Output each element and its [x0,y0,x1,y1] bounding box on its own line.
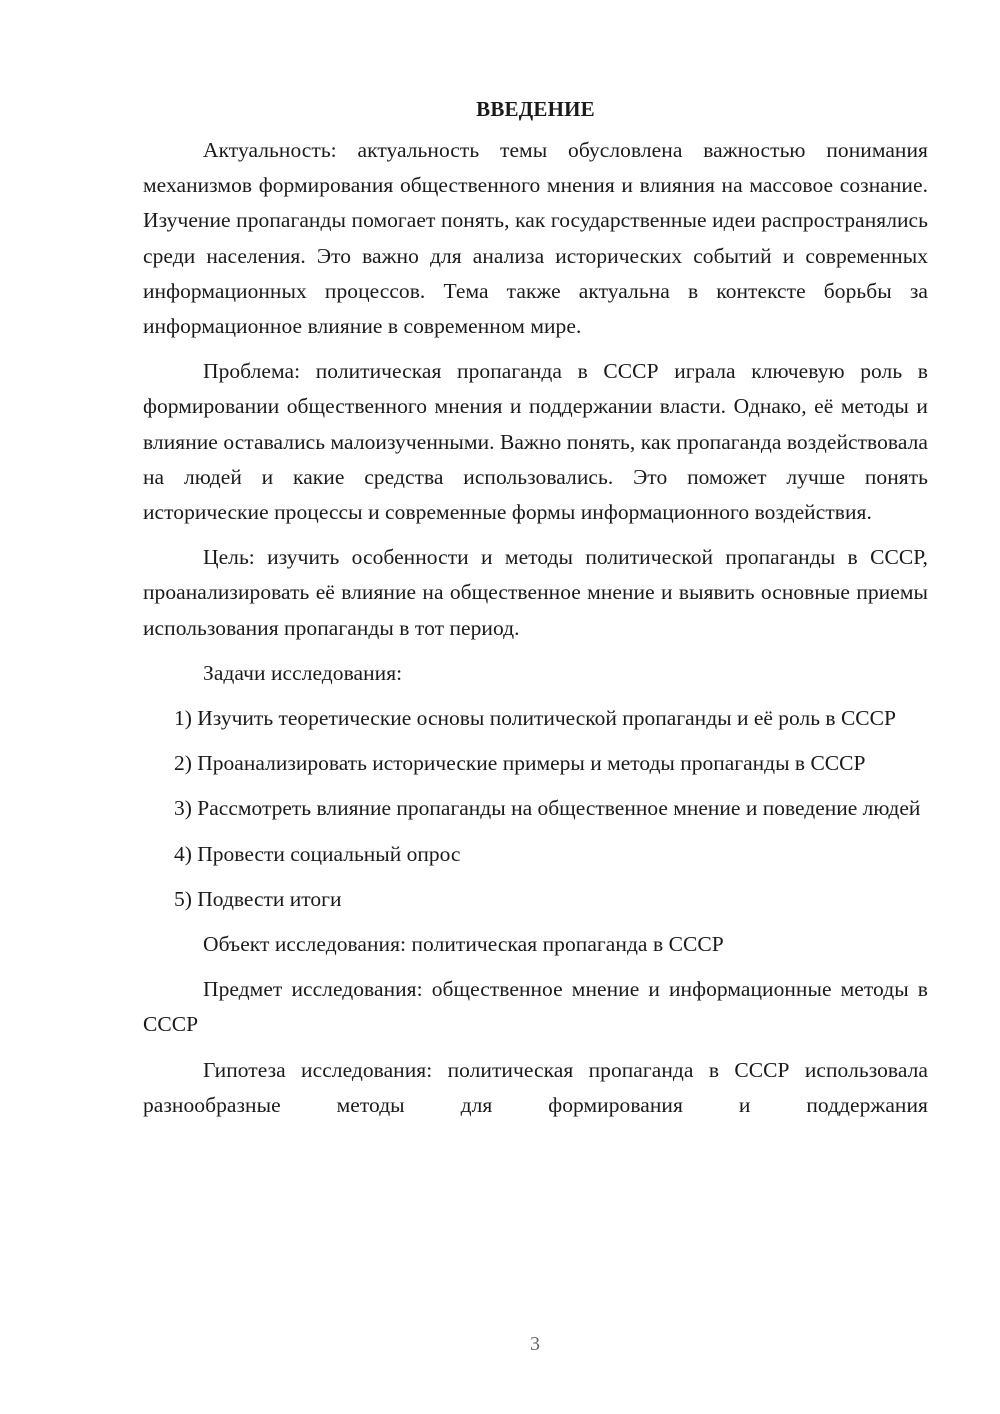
document-page [143,92,928,1133]
tasks-heading: Задачи исследования: [203,660,403,685]
task-item-2: 2) Проанализировать исторические примеры и методы пропаганды в СССР [174,751,866,776]
page-number: 3 [530,1333,540,1355]
paragraph-object: Объект исследования: политическая пропаганда в СССР [203,932,724,957]
section-title: ВВЕДЕНИЕ [476,97,595,121]
paragraph-relevance: Актуальность: актуальность темы обусловлена важностью понимания механизмов формирования общественного мнения и влияния на массовое сознание. Изучение пропаганды помогает понять, как государственные идеи распространялись среди населения. Это важно для анализа исторических событий и современных информационных процессов. Тема также актуальна в контексте борьбы за информационное влияние в современном мире. [143,138,928,339]
paragraph-hypothesis: Гипотеза исследования: политическая пропаганда в СССР использовала разнообразные методы для формирования и поддержания [143,1057,928,1117]
task-item-5: 5) Подвести итоги [174,886,342,911]
tasks-list [143,701,928,917]
task-item-3: 3) Рассмотреть влияние пропаганды на общественное мнение и поведение людей [174,796,921,821]
task-item-1: 1) Изучить теоретические основы политической пропаганды и её роль в СССР [174,706,896,731]
paragraph-goal: Цель: изучить особенности и методы политической пропаганды в СССР, проанализировать её влияние на общественное мнение и выявить основные приемы использования пропаганды в тот период. [143,545,928,640]
task-item-4: 4) Провести социальный опрос [174,841,461,866]
paragraph-subject: Предмет исследования: общественное мнение и информационные методы в СССР [143,977,928,1037]
paragraph-problem: Проблема: политическая пропаганда в СССР играла ключевую роль в формировании общественного мнения и поддержании власти. Однако, её методы и влияние оставались малоизученными. Важно понять, как пропаганда воздействовала на людей и какие средства использовались. Это поможет лучше понять исторические процессы и современные формы информационного воздействия. [143,359,928,525]
